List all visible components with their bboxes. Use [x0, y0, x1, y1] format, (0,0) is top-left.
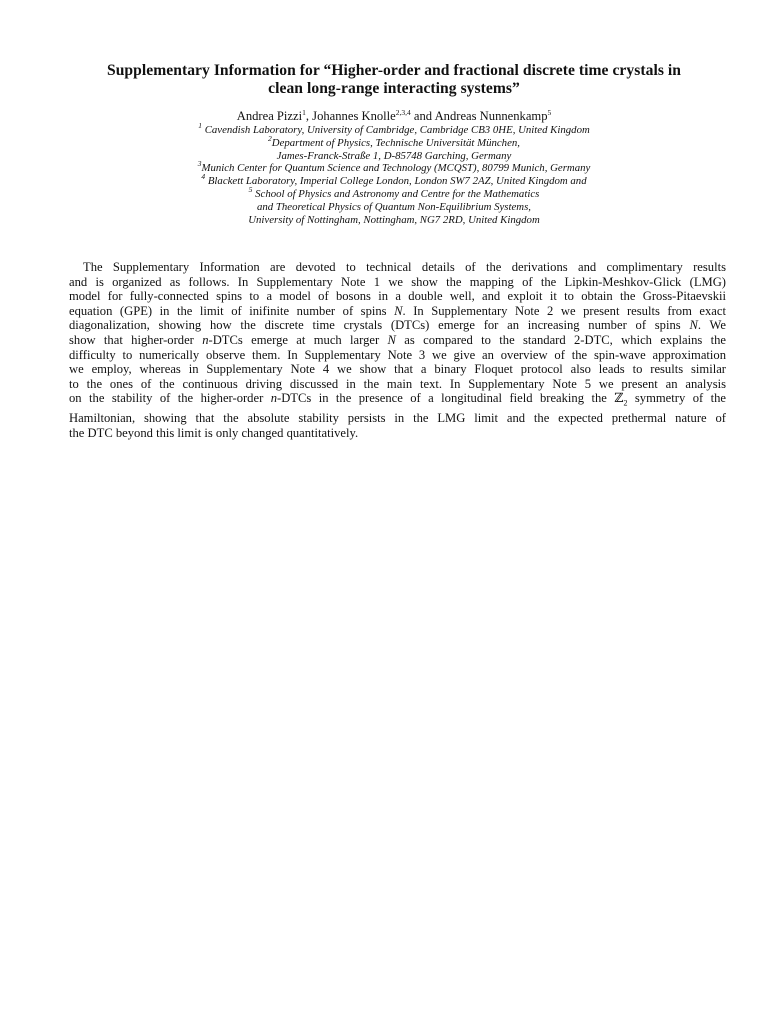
- author-list: [60, 109, 728, 123]
- affiliation-text: Blackett Laboratory, Imperial College London, London SW7 2AZ, United Kingdom and: [207, 175, 587, 188]
- affiliation-text: Department of Physics, Technische Universität München,: [271, 136, 520, 149]
- math-symbol: N: [689, 318, 698, 333]
- affiliation-text: Cavendish Laboratory, University of Cambridge, Cambridge CB3 0HE, United Kingdom: [204, 124, 590, 136]
- abstract-line: The Supplementary Information are devoted to technical details of the derivations and complimentary results: [83, 260, 726, 274]
- affiliation-mark: 2: [268, 133, 272, 143]
- affiliation-line: [60, 201, 728, 214]
- affiliation-line: [60, 159, 728, 175]
- title-line-1: Supplementary Information for “Higher-order and fractional discrete time crystals in: [106, 62, 682, 79]
- abstract-line: to the ones of the continuous driving discussed in the main text. In Supplementary Note 5 we present an analysis: [69, 376, 726, 391]
- affiliation-mark: 5: [248, 184, 253, 194]
- abstract-line: [69, 391, 726, 411]
- affiliation-line: [60, 214, 728, 227]
- abstract-line: [69, 318, 726, 333]
- author-separator: ,: [305, 109, 313, 123]
- abstract-line: the DTC beyond this limit is only changed quantitatively.: [69, 426, 359, 441]
- author-affiliation-mark: 1: [302, 108, 306, 117]
- affiliation-text: James-Franck-Straße 1, D-85748 Garching, Germany: [276, 149, 512, 162]
- abstract-text: symmetry of the: [627, 391, 726, 406]
- math-symbol: n: [202, 332, 209, 347]
- math-symbol: n: [270, 391, 277, 406]
- abstract-line: difficulty to numerically observe them. In Supplementary Note 3 we give an overview of the spin-wave approximation: [69, 347, 726, 362]
- affiliation-line: [60, 133, 728, 150]
- author-name: Andreas Nunnenkamp: [434, 109, 548, 123]
- affiliation-text: University of Nottingham, Nottingham, NG7 2RD, United Kingdom: [248, 213, 540, 226]
- math-subscript: 2: [623, 398, 628, 408]
- affiliation-mark: 3: [197, 159, 202, 169]
- abstract-text: diagonalization, showing how the discrete time crystals (DTCs) emerge for an increasing number of spins: [69, 318, 690, 333]
- author-name: Andrea Pizzi: [236, 109, 303, 123]
- abstract-line: and is organized as follows. In Supplementary Note 1 we show the mapping of the Lipkin-Meshkov-Glick (LMG): [69, 274, 726, 289]
- abstract-line: model for fully-connected spins to a model of bosons in a double well, and exploit it to obtain the Gross-Pitaevskii: [69, 289, 726, 304]
- abstract-text: equation (GPE) in the limit of inifinite number of spins: [69, 303, 395, 318]
- affiliation-line: [60, 172, 728, 188]
- abstract-line: we employ, whereas in Supplementary Note 4 we show that a binary Floquet protocol also leads to results similar: [69, 362, 726, 377]
- abstract-line: [69, 333, 726, 348]
- math-symbol: ℤ: [614, 391, 624, 406]
- affiliation-text: School of Physics and Astronomy and Centre for the Mathematics: [255, 187, 540, 200]
- abstract-text: -DTCs emerge at much larger: [208, 332, 388, 347]
- abstract-text: show that higher-order: [69, 332, 203, 347]
- affiliation-line: [60, 121, 728, 137]
- math-symbol: N: [387, 332, 396, 347]
- affiliation-list: [60, 121, 728, 226]
- paper-title: [60, 62, 728, 98]
- abstract-text: . We: [697, 318, 726, 333]
- abstract-line: Hamiltonian, showing that the absolute stability persists in the LMG limit and the expected prethermal nature of: [69, 411, 726, 426]
- abstract-paragraph: [69, 260, 726, 441]
- abstract-text: . In Supplementary Note 2 we present results from exact: [402, 303, 726, 318]
- affiliation-line: [60, 150, 728, 163]
- affiliation-mark: 4: [201, 172, 206, 182]
- author-affiliation-mark: 2,3,4: [395, 108, 411, 117]
- title-line-2: clean long-range interacting systems”: [268, 80, 520, 97]
- affiliation-mark: 1: [198, 121, 202, 130]
- math-symbol: N: [394, 303, 403, 318]
- affiliation-line: [60, 184, 728, 201]
- affiliation-text: Munich Center for Quantum Science and Technology (MCQST), 80799 Munich, Germany: [201, 162, 591, 175]
- abstract-text: on the stability of the higher-order: [69, 391, 271, 406]
- author-separator: and: [410, 109, 435, 123]
- author-name: Johannes Knolle: [312, 109, 396, 123]
- abstract-line: [69, 304, 726, 319]
- affiliation-text: and Theoretical Physics of Quantum Non-Equilibrium Systems,: [257, 200, 531, 213]
- author-affiliation-mark: 5: [547, 108, 552, 117]
- abstract-text: as compared to the standard 2-DTC, which explains the: [395, 332, 727, 347]
- abstract-text: -DTCs in the presence of a longitudinal field breaking the: [277, 391, 615, 406]
